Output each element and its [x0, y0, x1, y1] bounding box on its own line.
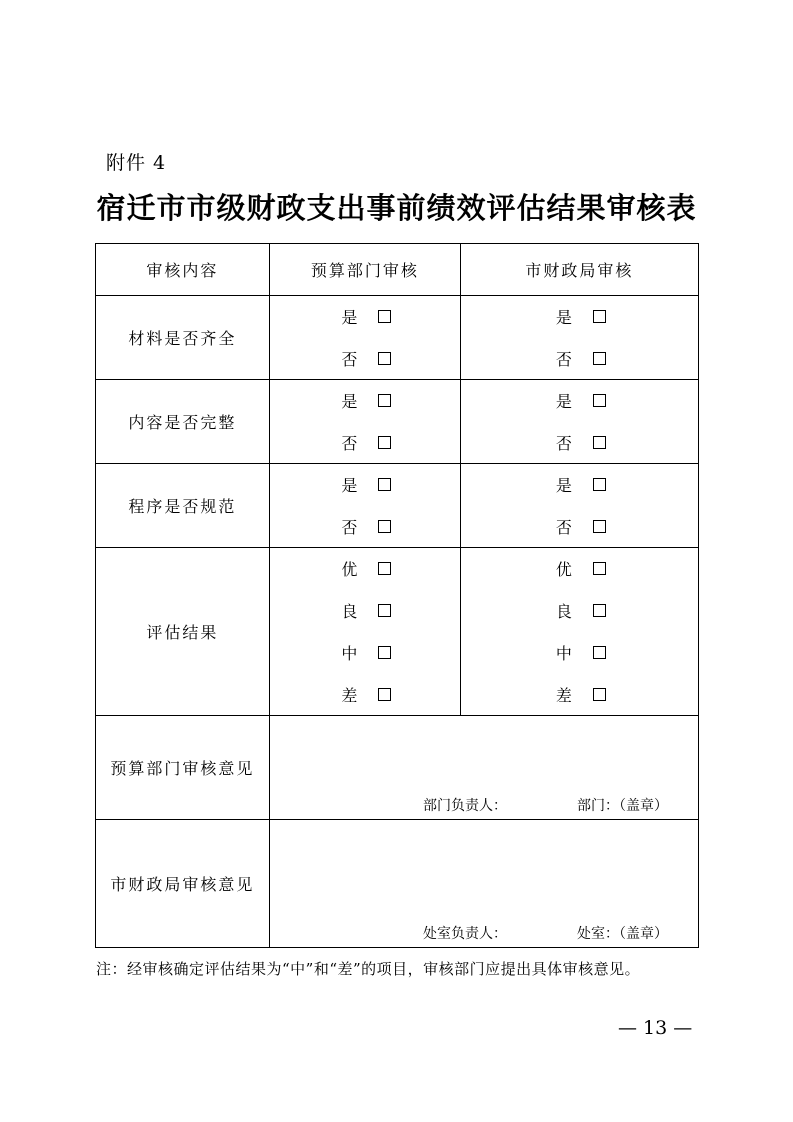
signer-label: 部门负责人： — [423, 798, 507, 814]
checkbox[interactable] — [378, 688, 391, 701]
option-label: 是 — [555, 308, 572, 328]
stamp-label: 处室：（盖章） — [577, 926, 668, 942]
signature-line — [423, 923, 668, 943]
header-dept-review: 预算部门审核 — [269, 244, 460, 296]
option-label: 否 — [341, 433, 358, 453]
option-label: 优 — [341, 560, 358, 580]
finance-options — [460, 296, 698, 380]
opinion-row — [96, 716, 699, 820]
row-label: 材料是否齐全 — [96, 296, 270, 380]
checkbox[interactable] — [593, 478, 606, 491]
checkbox[interactable] — [378, 604, 391, 617]
row-label: 内容是否完整 — [96, 380, 270, 464]
checkbox[interactable] — [593, 436, 606, 449]
dept-opinion-field[interactable] — [269, 716, 698, 820]
dept-options — [269, 380, 460, 464]
signature-line — [423, 795, 668, 815]
option-label: 否 — [555, 433, 572, 453]
checkbox[interactable] — [593, 352, 606, 365]
checkbox[interactable] — [378, 562, 391, 575]
finance-opinion-field[interactable] — [269, 820, 698, 948]
checkbox[interactable] — [378, 646, 391, 659]
option-label: 是 — [555, 392, 572, 412]
page-number: — 13 — — [618, 1017, 693, 1039]
header-review-content: 审核内容 — [96, 244, 270, 296]
checkbox[interactable] — [593, 562, 606, 575]
option-label: 是 — [555, 476, 572, 496]
checkbox[interactable] — [378, 436, 391, 449]
row-label: 预算部门审核意见 — [96, 716, 270, 820]
finance-options — [460, 548, 698, 716]
row-label: 市财政局审核意见 — [96, 820, 270, 948]
option-label: 否 — [555, 517, 572, 537]
checkbox[interactable] — [378, 352, 391, 365]
row-label: 评估结果 — [96, 548, 270, 716]
option-label: 是 — [341, 476, 358, 496]
table-row — [96, 464, 699, 548]
option-label: 良 — [555, 602, 572, 622]
option-label: 否 — [341, 517, 358, 537]
option-label: 差 — [555, 685, 572, 705]
option-label: 优 — [555, 560, 572, 580]
option-label: 中 — [341, 643, 358, 663]
table-row — [96, 380, 699, 464]
table-row — [96, 548, 699, 716]
checkbox[interactable] — [593, 394, 606, 407]
option-label: 差 — [341, 685, 358, 705]
page-title: 宿迁市市级财政支出事前绩效评估结果审核表 — [96, 191, 697, 225]
stamp-label: 部门：（盖章） — [577, 798, 668, 814]
checkbox[interactable] — [378, 394, 391, 407]
option-label: 是 — [341, 308, 358, 328]
checkbox[interactable] — [593, 520, 606, 533]
option-label: 良 — [341, 602, 358, 622]
opinion-row — [96, 820, 699, 948]
option-label: 否 — [341, 349, 358, 369]
table-header-row — [96, 244, 699, 296]
dept-options — [269, 548, 460, 716]
finance-options — [460, 380, 698, 464]
option-label: 否 — [555, 349, 572, 369]
header-finance-review: 市财政局审核 — [460, 244, 698, 296]
footnote: 注：经审核确定评估结果为“中”和“差”的项目，审核部门应提出具体审核意见。 — [96, 960, 641, 978]
attachment-label: 附件 4 — [106, 152, 167, 174]
review-table — [95, 243, 699, 948]
dept-options — [269, 296, 460, 380]
checkbox[interactable] — [593, 688, 606, 701]
checkbox[interactable] — [378, 310, 391, 323]
finance-options — [460, 464, 698, 548]
checkbox[interactable] — [593, 604, 606, 617]
checkbox[interactable] — [378, 520, 391, 533]
option-label: 是 — [341, 392, 358, 412]
dept-options — [269, 464, 460, 548]
option-label: 中 — [555, 643, 572, 663]
checkbox[interactable] — [593, 646, 606, 659]
row-label: 程序是否规范 — [96, 464, 270, 548]
signer-label: 处室负责人： — [423, 926, 507, 942]
checkbox[interactable] — [378, 478, 391, 491]
table-row — [96, 296, 699, 380]
checkbox[interactable] — [593, 310, 606, 323]
